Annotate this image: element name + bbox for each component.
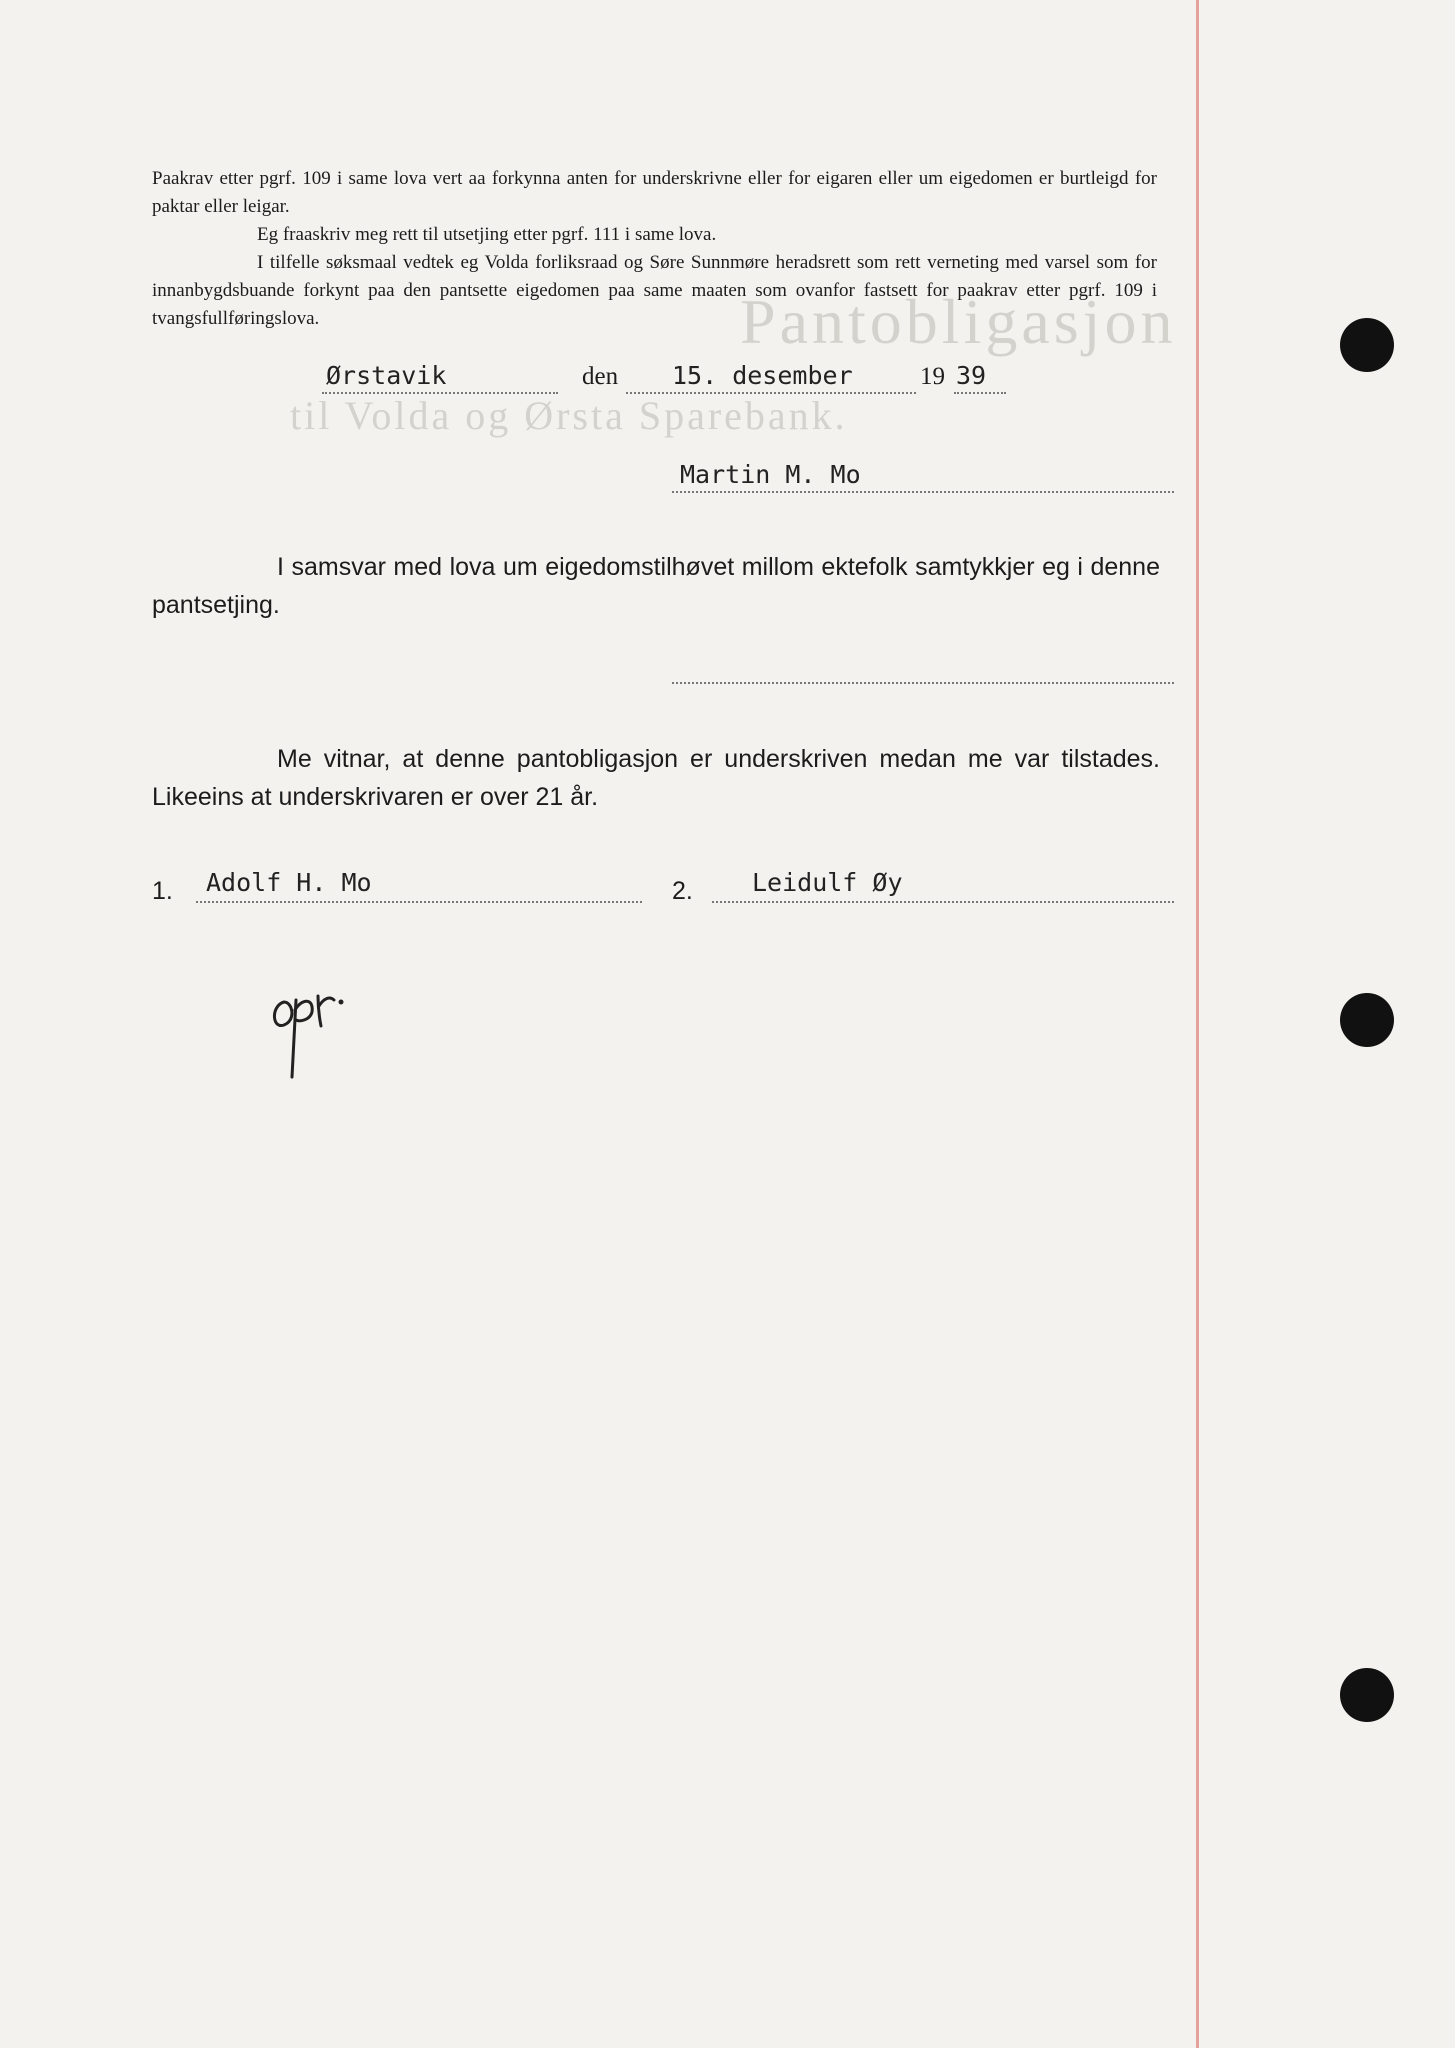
date-den-label: den [582, 363, 619, 390]
spouse-signature-dotline [672, 682, 1174, 684]
debtor-signature-dotline [672, 491, 1174, 493]
punch-hole-top [1340, 318, 1394, 372]
red-margin-rule [1196, 0, 1199, 2048]
clause-demand-notice: Paakrav etter pgrf. 109 i same lova vert aa forkynna anten for underskrivne eller for eigaren eller um eigedomen er burtleigd for paktar eller leigar. [152, 168, 1157, 217]
date-year-prefix: 19 [920, 363, 945, 390]
date-year-suffix: 39 [956, 361, 987, 390]
clause-venue: I tilfelle søksmaal vedtek eg Volda forliksraad og Søre Sunnmøre heradsrett som rett verneting med varsel som for innanbygdsbuande forkynt paa den pantsette eigedomen paa same maaten som ovanfor fastsett for paakrav etter pgrf. 109 i tvangsfullføringslova. [152, 252, 1157, 329]
debtor-signature: Martin M. Mo [680, 460, 861, 489]
spouse-consent-statement [152, 548, 1160, 624]
witness-2-name: Leidulf Øy [752, 868, 903, 897]
date-place-dotline [322, 392, 558, 394]
punch-hole-middle [1340, 993, 1394, 1047]
punch-hole-bottom [1340, 1668, 1394, 1722]
witness-1-name: Adolf H. Mo [206, 868, 372, 897]
bleed-through-subheading: til Volda og Ørsta Sparebank. [290, 393, 848, 438]
date-day-month: 15. desember [672, 361, 853, 390]
bleed-through-heading: Pantobligasjon [740, 286, 1177, 357]
witness-1-dotline [196, 901, 642, 903]
date-place: Ørstavik [326, 361, 447, 390]
spouse-consent-text: I samsvar med lova um eigedomstilhøvet millom ektefolk samtykkjer eg i denne pantsetjing. [152, 553, 1160, 619]
date-year-dotline [954, 392, 1006, 394]
legal-clauses [152, 165, 1157, 333]
witness-1-number: 1. [152, 877, 173, 905]
witness-2-number: 2. [672, 877, 693, 905]
date-day-dotline [626, 392, 916, 394]
handwritten-initials [262, 962, 352, 1082]
witness-2-dotline [712, 901, 1174, 903]
witness-statement-text: Me vitnar, at denne pantobligasjon er underskriven medan me var tilstades. Likeeins at underskrivaren er over 21 år. [152, 745, 1160, 811]
witness-statement [152, 740, 1160, 816]
clause-waiver: Eg fraaskriv meg rett til utsetjing etter pgrf. 111 i same lova. [257, 224, 717, 245]
